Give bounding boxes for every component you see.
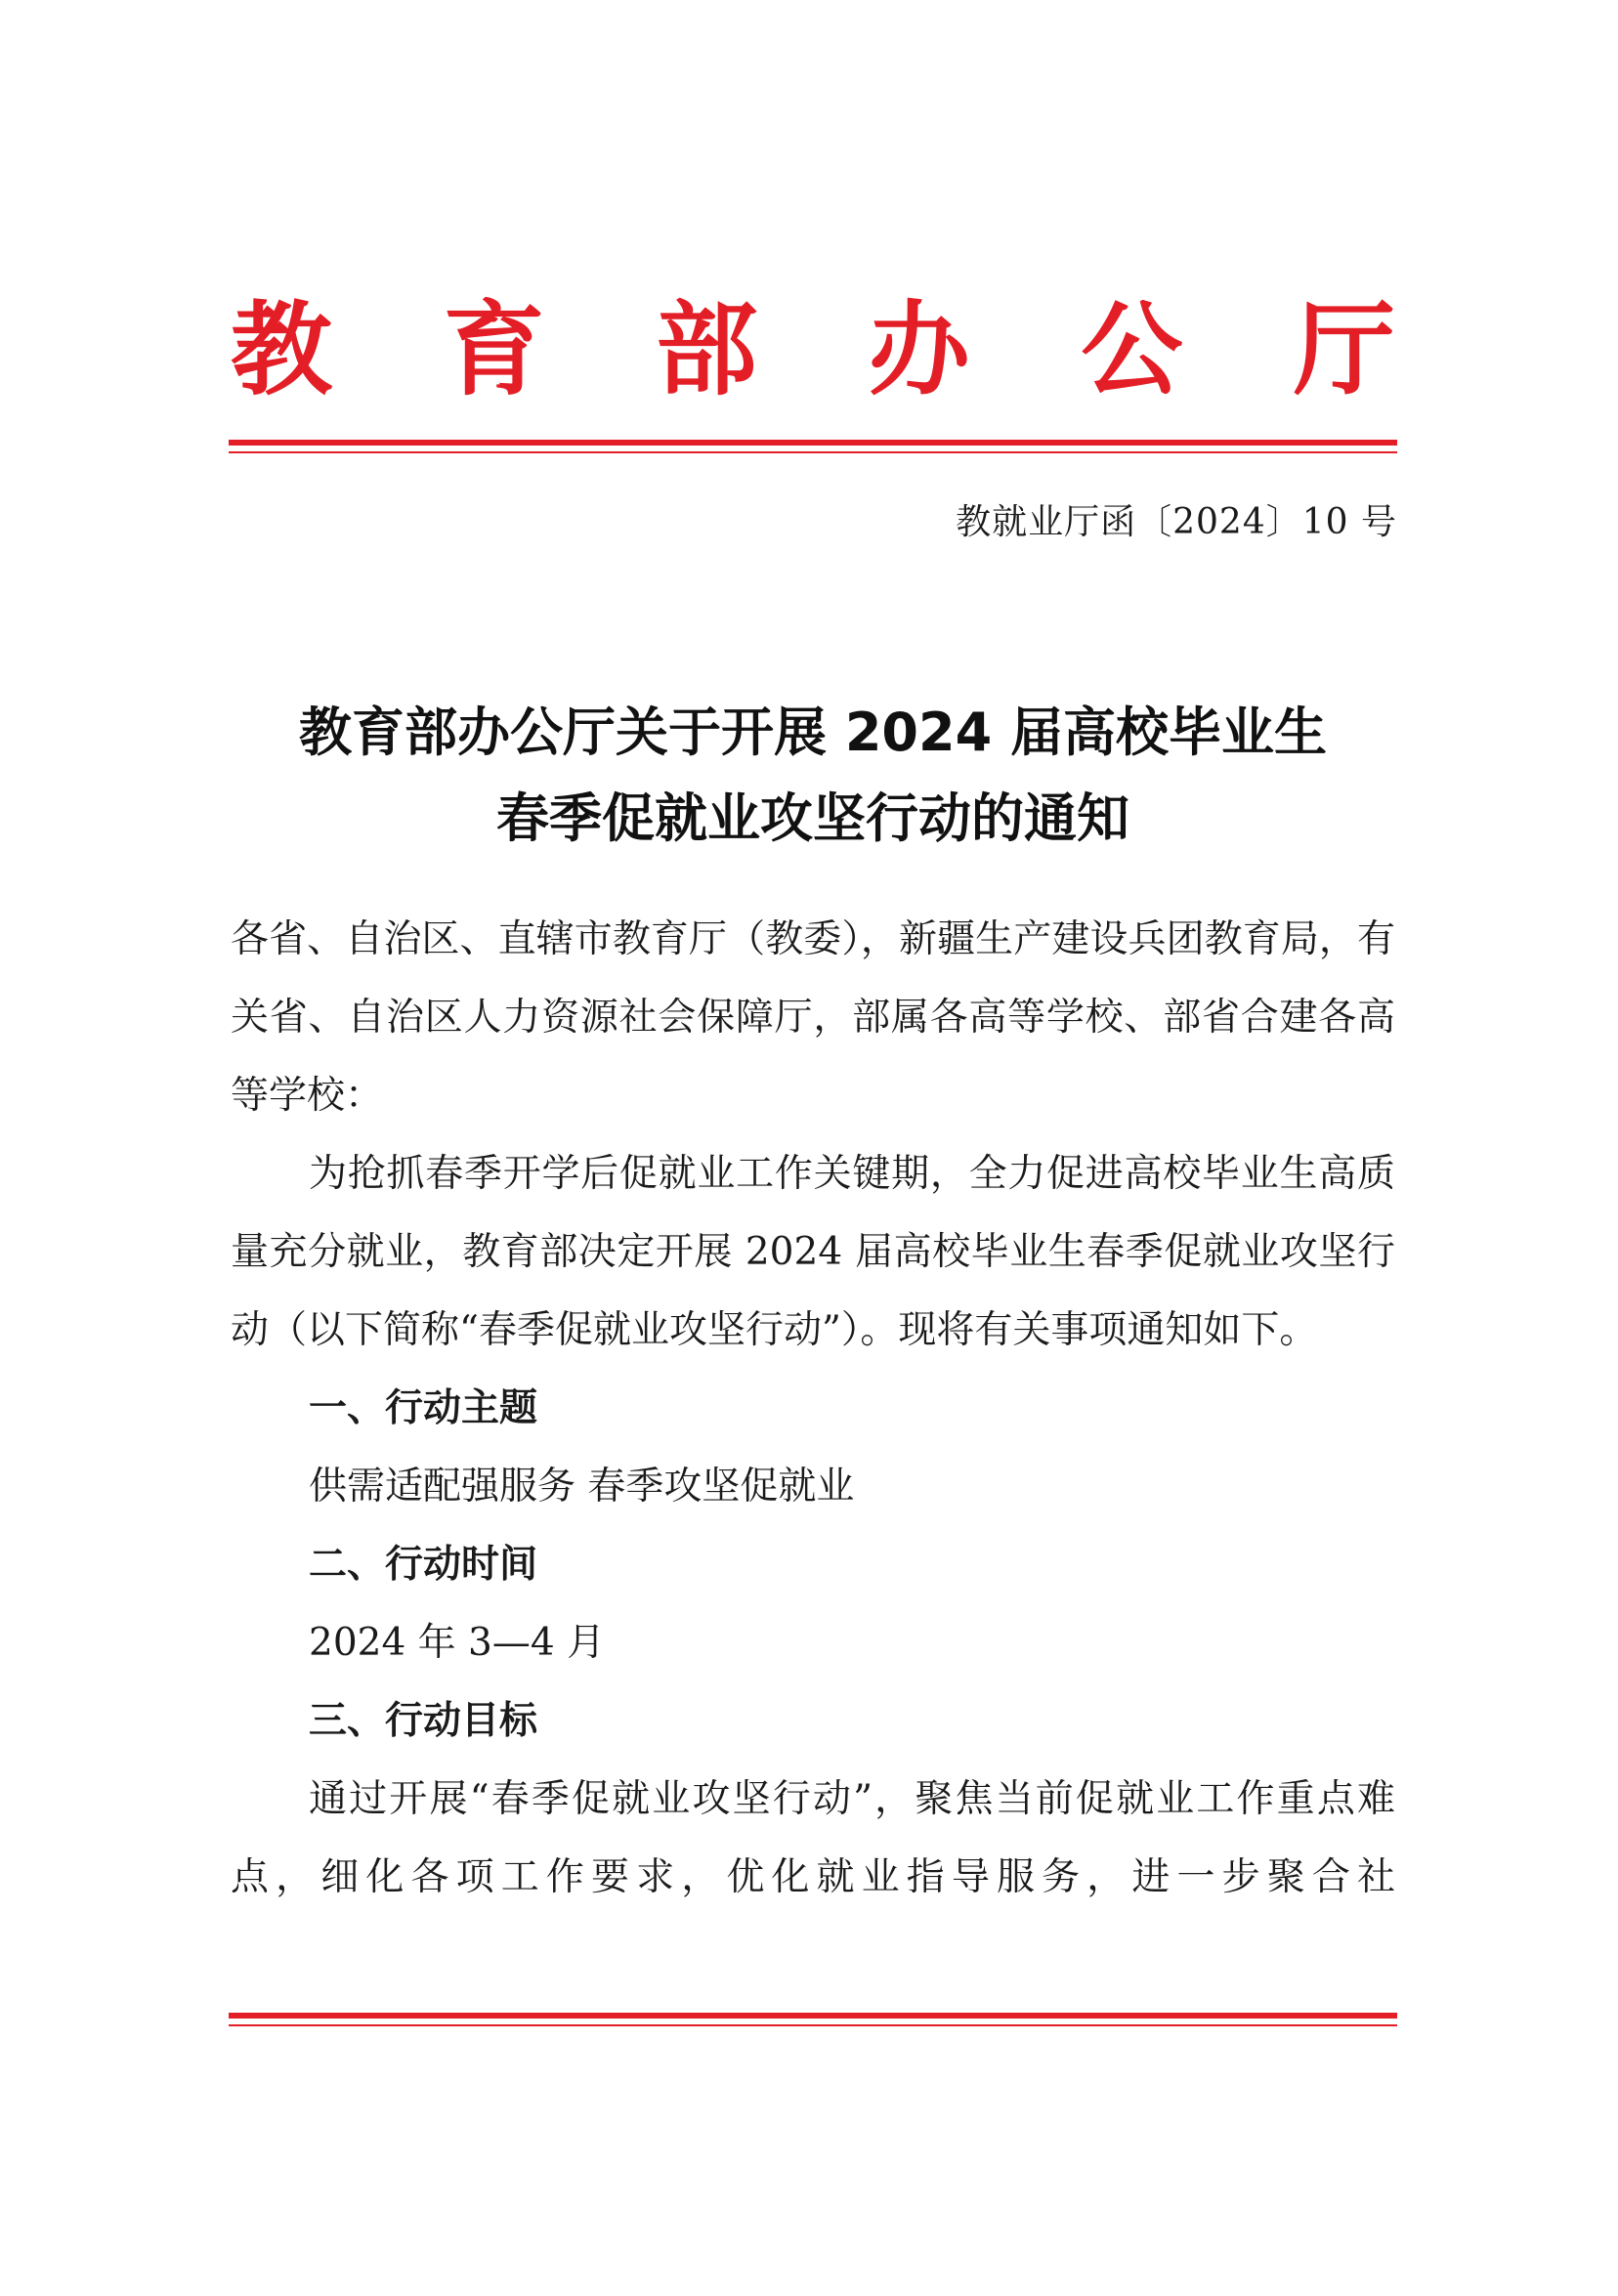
section-2-heading: 二、行动时间 <box>309 1543 538 1587</box>
document-body <box>231 901 1395 1917</box>
footer-red-rule <box>229 2013 1397 2026</box>
recipients-paragraph: 各省、自治区、直辖市教育厅（教委），新疆生产建设兵团教育局，有关省、自治区人力资源社会保障厅，部属各高等学校、部省合建各高等学校： <box>231 917 1395 1118</box>
header-red-rule <box>229 440 1397 453</box>
intro-paragraph: 为抢抓春季开学后促就业工作关键期，全力促进高校毕业生高质量充分就业，教育部决定开展 2024 届高校毕业生春季促就业攻坚行动（以下简称“春季促就业攻坚行动”）。现将有关事项通知如下。 <box>231 1152 1395 1352</box>
title-line-1: 教育部办公厅关于开展 2024 届高校毕业生 <box>299 702 1327 763</box>
footer-rule-thin-line <box>229 2024 1397 2026</box>
section-1-text: 供需适配强服务 春季攻坚促就业 <box>309 1465 855 1509</box>
section-1-heading: 一、行动主题 <box>309 1386 538 1430</box>
section-3-text: 通过开展“春季促就业攻坚行动”，聚焦当前促就业工作重点难点，细化各项工作要求，优化就业指导服务，进一步聚合社 <box>231 1777 1395 1899</box>
header-rule-thin-line <box>229 451 1397 453</box>
section-2-text: 2024 年 3—4 月 <box>309 1621 606 1665</box>
document-number: 教就业厅函〔2024〕10 号 <box>956 502 1397 542</box>
issuing-authority-header: 教育部办公厅 <box>231 289 1395 409</box>
document-title <box>229 690 1397 862</box>
title-line-2: 春季促就业攻坚行动的通知 <box>496 787 1129 849</box>
section-3-heading: 三、行动目标 <box>309 1699 538 1743</box>
